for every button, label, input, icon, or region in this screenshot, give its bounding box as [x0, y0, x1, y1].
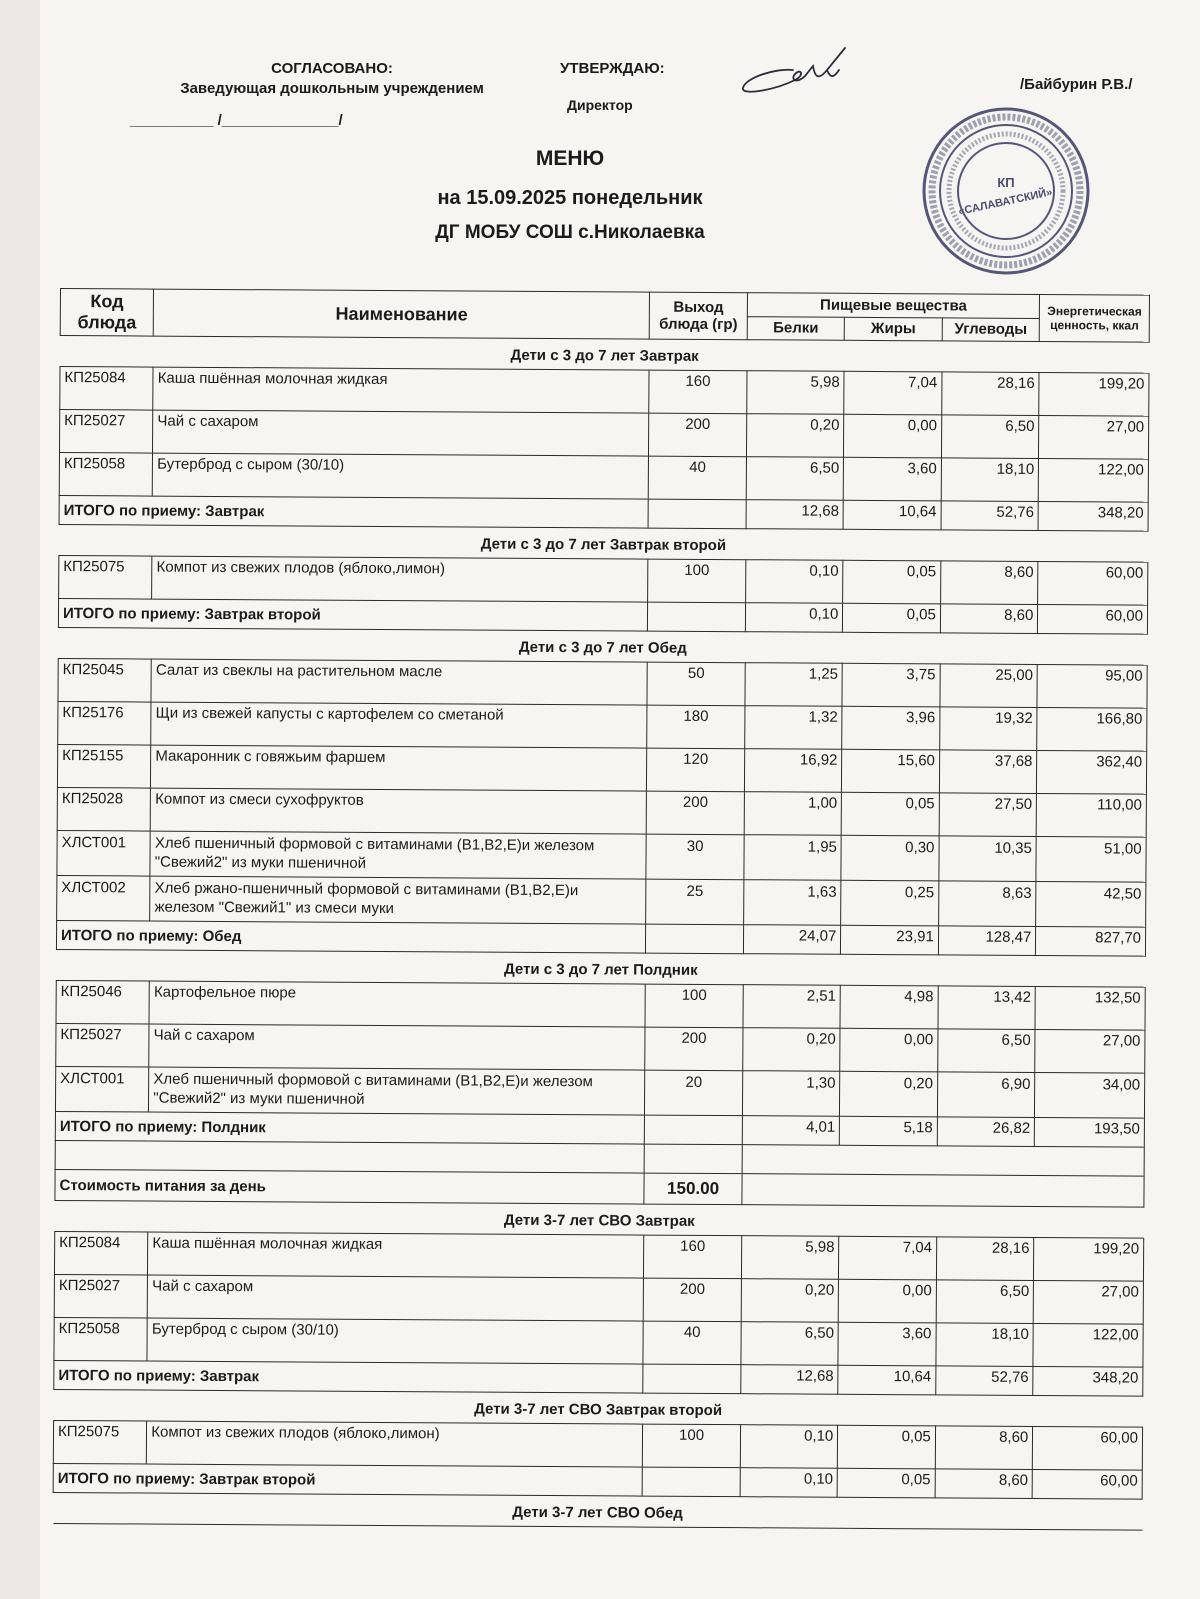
dish-protein: 16,92 [744, 749, 842, 793]
dish-energy: 199,20 [1039, 372, 1149, 416]
dish-code: КП25027 [59, 410, 153, 454]
dish-protein: 1,63 [743, 880, 841, 926]
total-carbs: 26,82 [937, 1117, 1035, 1147]
dish-carbs: 8,60 [940, 561, 1038, 605]
dish-energy: 27,00 [1034, 1280, 1144, 1324]
dish-fat: 0,25 [841, 880, 939, 926]
dish-fat: 3,75 [842, 663, 940, 707]
section-title: Дети 3-7 лет СВО Завтрак второй [54, 1389, 1143, 1427]
dish-energy: 122,00 [1039, 458, 1149, 502]
dish-name: Компот из свежих плодов (яблоко,лимон) [147, 1421, 643, 1467]
dish-name: Картофельное пюре [149, 981, 645, 1027]
dish-protein: 5,98 [741, 1236, 839, 1280]
dish-name: Хлеб пшеничный формовой с витаминами (В1,В2,Е)и железом "Свежий2" из муки пшеничной [150, 831, 646, 879]
menu-table [52, 288, 1150, 1531]
dish-carbs: 37,68 [939, 750, 1037, 794]
dish-name: Хлеб ржано-пшеничный формовой с витаминами (В1,В2,Е)и железом "Свежий1" из смеси муки [150, 876, 646, 924]
dish-code: КП25075 [59, 555, 153, 599]
dish-code: КП25028 [57, 787, 151, 831]
dish-code: КП25058 [59, 453, 153, 497]
total-carbs: 128,47 [938, 926, 1036, 956]
total-carbs: 52,76 [936, 1366, 1034, 1396]
signer-name: /Байбурин Р.В./ [1020, 76, 1133, 93]
total-fat: 10,64 [843, 500, 941, 530]
total-energy: 348,20 [1038, 501, 1148, 531]
dish-output: 40 [649, 456, 747, 500]
total-protein: 4,01 [742, 1116, 840, 1146]
dish-energy: 199,20 [1034, 1237, 1144, 1281]
total-output-empty [645, 1115, 743, 1145]
dish-output: 100 [643, 1424, 741, 1468]
table-row [57, 830, 1146, 882]
dish-output: 180 [647, 705, 745, 749]
dish-protein: 6,50 [746, 457, 844, 501]
total-carbs: 8,60 [940, 604, 1038, 634]
dish-name: Хлеб пшеничный формовой с витаминами (В1,В2,Е)и железом "Свежий2" из муки пшеничной [149, 1067, 645, 1115]
dish-carbs: 6,50 [936, 1280, 1034, 1324]
dish-name: Макаронник с говяжьим фаршем [151, 745, 647, 791]
total-fat: 0,05 [843, 603, 941, 633]
total-energy: 60,00 [1038, 604, 1148, 634]
dish-code: КП25155 [57, 744, 151, 788]
dish-fat: 3,60 [844, 457, 942, 501]
section-title: Дети 3-7 лет СВО Обед [53, 1492, 1142, 1530]
dish-code: КП25075 [53, 1420, 147, 1464]
section-title: Дети с 3 до 7 лет Полдник [56, 949, 1145, 987]
total-fat: 10,64 [838, 1365, 936, 1395]
dish-protein: 0,20 [746, 414, 844, 458]
dish-output: 200 [644, 1278, 742, 1322]
dish-fat: 4,98 [840, 985, 938, 1029]
dish-fat: 3,60 [838, 1322, 936, 1366]
dish-name: Чай с сахаром [149, 1024, 645, 1070]
table-row [58, 701, 1147, 751]
total-label: ИТОГО по приему: Завтрак [59, 495, 648, 528]
dish-output: 200 [649, 413, 747, 457]
total-energy: 60,00 [1032, 1469, 1142, 1499]
dish-fat: 0,05 [841, 792, 939, 836]
dish-name: Компот из свежих плодов (яблоко,лимон) [152, 556, 648, 602]
dish-output: 160 [644, 1235, 742, 1279]
total-label: ИТОГО по приему: Обед [56, 920, 645, 953]
dish-energy: 27,00 [1039, 415, 1149, 459]
dish-energy: 110,00 [1036, 793, 1146, 837]
dish-code: ХЛСТ002 [57, 875, 151, 921]
table-row [53, 1420, 1142, 1470]
organization-seal [920, 105, 1092, 277]
dish-fat: 7,04 [844, 371, 942, 415]
dish-code: ХЛСТ001 [57, 830, 151, 876]
col-fat-header: Жиры [845, 317, 943, 341]
dish-name: Бутерброд с сыром (30/10) [152, 453, 648, 499]
dish-protein: 2,51 [743, 985, 841, 1029]
total-protein: 24,07 [743, 925, 841, 955]
dish-energy: 122,00 [1033, 1323, 1143, 1367]
table-row [59, 555, 1148, 605]
total-output-empty [648, 602, 746, 632]
table-row [56, 980, 1145, 1030]
dish-output: 50 [647, 662, 745, 706]
total-protein: 12,68 [746, 500, 844, 530]
dish-protein: 0,20 [741, 1279, 839, 1323]
dish-output: 200 [646, 791, 744, 835]
dish-protein: 0,10 [740, 1425, 838, 1469]
dish-energy: 166,80 [1037, 707, 1147, 751]
dish-output: 100 [645, 984, 743, 1028]
agreed-heading: СОГЛАСОВАНО: [271, 60, 393, 77]
table-row [54, 1317, 1143, 1367]
dish-output: 160 [649, 370, 747, 414]
dish-carbs: 19,32 [940, 707, 1038, 751]
dish-carbs: 6,50 [941, 415, 1039, 459]
total-output-empty [648, 499, 746, 529]
menu-title: МЕНЮ [535, 147, 605, 170]
total-label: ИТОГО по приему: Завтрак второй [58, 598, 647, 631]
dish-output: 30 [646, 834, 744, 880]
dish-carbs: 18,10 [936, 1323, 1034, 1367]
dish-fat: 7,04 [839, 1236, 937, 1280]
table-row [57, 744, 1146, 794]
dish-protein: 6,50 [741, 1322, 839, 1366]
daily-cost-value: 150.00 [644, 1173, 742, 1205]
col-name-header: Наименование [153, 289, 649, 339]
table-row [54, 1274, 1143, 1324]
dish-output: 200 [645, 1027, 743, 1071]
col-output-header: Выход блюда (гр) [650, 292, 748, 340]
total-output-empty [642, 1467, 740, 1497]
dish-code: КП25027 [54, 1274, 148, 1318]
dish-carbs: 10,35 [939, 836, 1037, 882]
dish-protein: 1,30 [742, 1071, 840, 1117]
total-label: ИТОГО по приему: Завтрак [54, 1360, 643, 1393]
dish-energy: 362,40 [1037, 750, 1147, 794]
col-energy-header: Энергетическая ценность, ккал [1040, 294, 1150, 342]
approve-heading: УТВЕРЖДАЮ: [560, 60, 665, 77]
dish-carbs: 25,00 [940, 664, 1038, 708]
col-protein-header: Белки [747, 316, 845, 340]
dish-fat: 0,05 [843, 560, 941, 604]
dish-protein: 1,95 [744, 835, 842, 881]
svg-text:КП: КП [997, 175, 1015, 190]
menu-institution: ДГ МОБУ СОШ с.Николаевка [435, 222, 705, 243]
dish-code: КП25176 [58, 701, 152, 745]
table-row [57, 787, 1146, 837]
dish-fat: 0,00 [840, 1028, 938, 1072]
dish-name: Бутерброд с сыром (30/10) [147, 1318, 643, 1364]
col-nutrients-header: Пищевые вещества [747, 293, 1040, 318]
dish-protein: 1,25 [745, 663, 843, 707]
dish-code: КП25046 [56, 980, 150, 1024]
signature-line: __________ /______________/ [130, 112, 343, 129]
total-carbs: 8,60 [935, 1469, 1033, 1499]
total-protein: 12,68 [741, 1365, 839, 1395]
dish-carbs: 6,50 [938, 1029, 1036, 1073]
dish-energy: 34,00 [1035, 1072, 1145, 1118]
svg-text:«САЛАВАТСКИЙ»: «САЛАВАТСКИЙ» [957, 186, 1054, 218]
dish-fat: 0,05 [838, 1425, 936, 1469]
total-protein: 0,10 [745, 603, 843, 633]
dish-output: 100 [648, 559, 746, 603]
table-row [59, 410, 1148, 460]
total-label: ИТОГО по приему: Полдник [55, 1111, 644, 1144]
dish-carbs: 8,63 [938, 881, 1036, 927]
total-output-empty [646, 924, 744, 954]
dish-carbs: 13,42 [938, 986, 1036, 1030]
total-energy: 348,20 [1033, 1366, 1143, 1396]
col-code-header: Код блюда [60, 289, 154, 337]
dish-carbs: 6,90 [937, 1072, 1035, 1118]
dish-energy: 51,00 [1036, 836, 1146, 882]
menu-document [40, 0, 1200, 1599]
total-fat: 23,91 [841, 925, 939, 955]
daily-cost-label: Стоимость питания за день [55, 1169, 644, 1204]
total-fat: 0,05 [837, 1468, 935, 1498]
dish-fat: 0,00 [844, 414, 942, 458]
section-title: Дети с 3 до 7 лет Завтрак второй [59, 524, 1148, 562]
table-row [58, 658, 1147, 708]
total-carbs: 52,76 [941, 501, 1039, 531]
dish-fat: 3,96 [842, 706, 940, 750]
dish-output: 25 [646, 879, 744, 925]
dish-energy: 60,00 [1038, 561, 1148, 605]
total-label: ИТОГО по приему: Завтрак второй [53, 1463, 642, 1496]
dish-protein: 0,20 [743, 1028, 841, 1072]
dish-output: 120 [647, 748, 745, 792]
dish-code: ХЛСТ001 [55, 1066, 149, 1112]
section-title: Дети 3-7 лет СВО Завтрак [55, 1200, 1144, 1238]
dish-name: Салат из свеклы на растительном масле [151, 659, 647, 705]
dish-carbs: 28,16 [936, 1237, 1034, 1281]
table-row [56, 1023, 1145, 1073]
total-energy: 827,70 [1036, 926, 1146, 956]
dish-output: 40 [643, 1321, 741, 1365]
dish-protein: 1,32 [745, 706, 843, 750]
dish-code: КП25058 [54, 1317, 148, 1361]
dish-carbs: 8,60 [935, 1426, 1033, 1470]
dish-protein: 5,98 [747, 371, 845, 415]
dish-carbs: 28,16 [942, 372, 1040, 416]
dish-code: КП25027 [56, 1023, 150, 1067]
section-title: Дети с 3 до 7 лет Завтрак [60, 336, 1149, 374]
dish-energy: 95,00 [1037, 664, 1147, 708]
dish-code: КП25084 [54, 1231, 148, 1275]
dish-name: Чай с сахаром [147, 1275, 643, 1321]
dish-energy: 132,50 [1035, 986, 1145, 1030]
table-row [55, 1066, 1144, 1118]
dish-fat: 0,00 [839, 1279, 937, 1323]
dish-fat: 0,20 [840, 1071, 938, 1117]
total-output-empty [643, 1364, 741, 1394]
dish-code: КП25045 [58, 658, 152, 702]
dish-carbs: 27,50 [939, 793, 1037, 837]
dish-carbs: 18,10 [941, 458, 1039, 502]
table-row [57, 875, 1146, 927]
col-carbs-header: Углеводы [942, 317, 1040, 341]
dish-energy: 27,00 [1035, 1029, 1145, 1073]
dish-protein: 0,10 [745, 560, 843, 604]
agreed-block [122, 60, 542, 100]
total-energy: 193,50 [1035, 1117, 1145, 1147]
dish-protein: 1,00 [744, 792, 842, 836]
dish-name: Каша пшённая молочная жидкая [153, 367, 649, 413]
dish-code: КП25084 [60, 367, 154, 411]
dish-name: Каша пшённая молочная жидкая [148, 1232, 644, 1278]
dish-name: Щи из свежей капусты с картофелем со сметаной [151, 702, 647, 748]
section-title: Дети с 3 до 7 лет Обед [58, 627, 1147, 665]
dish-output: 20 [645, 1070, 743, 1116]
dish-name: Компот из смеси сухофруктов [150, 788, 646, 834]
dish-name: Чай с сахаром [153, 410, 649, 456]
dish-fat: 15,60 [842, 749, 940, 793]
dish-energy: 60,00 [1033, 1426, 1143, 1470]
table-row [60, 367, 1149, 417]
table-row [59, 453, 1148, 503]
director-label: Директор [567, 97, 633, 113]
table-row [54, 1231, 1143, 1281]
dish-energy: 42,50 [1036, 881, 1146, 927]
total-protein: 0,10 [740, 1468, 838, 1498]
handwritten-signature [735, 40, 865, 110]
agreed-by: Заведующая дошкольным учреждением [180, 80, 484, 97]
menu-date: на 15.09.2025 понедельник [437, 187, 703, 209]
total-fat: 5,18 [840, 1116, 938, 1146]
dish-fat: 0,30 [841, 835, 939, 881]
